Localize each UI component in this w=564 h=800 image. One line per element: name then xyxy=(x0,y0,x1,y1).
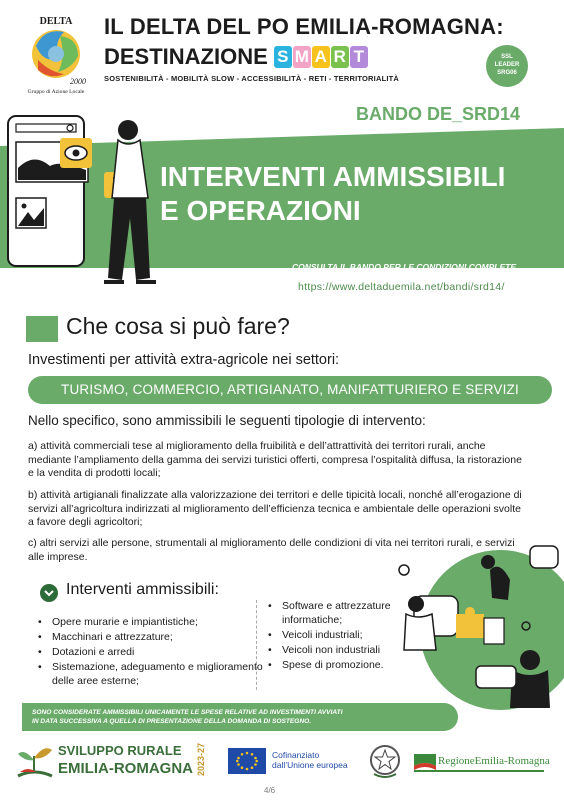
list-item: • Sistemazione, adeguamento e miglioramento delle aree esterne; xyxy=(36,660,266,688)
consult-notice: CONSULTA IL BANDO PER LE CONDIZIONI COMPLETE xyxy=(292,262,516,272)
page-title-line2 xyxy=(104,44,369,70)
puzzle-people-illustration xyxy=(380,540,564,710)
heading-line1: INTERVENTI AMMISSIBILI xyxy=(160,161,506,192)
smart-letter: M xyxy=(294,47,309,66)
list-item: • Spese di promozione. xyxy=(266,658,406,672)
list-item: • Veicoli industriali; xyxy=(266,628,406,642)
eu-line2: dall’Unione europea xyxy=(272,760,348,770)
regione-underline xyxy=(414,770,544,772)
sprout-icon xyxy=(14,742,56,780)
title-destinazione: DESTINAZIONE xyxy=(104,44,268,69)
bando-url-link[interactable]: https://www.deltaduemila.net/bandi/srd14/ xyxy=(298,281,505,293)
invest-title: Investimenti per attività extra-agricole nei settori: xyxy=(28,352,340,368)
ssl-line: SRG06 xyxy=(497,70,517,76)
regione-er-logo xyxy=(414,750,550,774)
what-title: Che cosa si può fare? xyxy=(66,313,290,339)
woman-with-tablet-illustration xyxy=(0,108,180,298)
note-line1: SONO CONSIDERATE AMMISSIBILI UNICAMENTE LE SPESE RELATIVE AD INVESTIMENTI AVVIATI xyxy=(32,709,343,716)
paragraph-c: c) altri servizi alle persone, strumentali al miglioramento delle condizioni di vita nei territori rurali, e servizi alle imprese. xyxy=(28,537,515,563)
nello-specifico-text: Nello specifico, sono ammissibili le seguenti tipologie di intervento: xyxy=(28,413,426,428)
page-number: 4/6 xyxy=(264,786,276,795)
list-item: • Dotazioni e arredi xyxy=(36,645,266,659)
note-line2: IN DATA SUCCESSIVA A QUELLA DI PRESENTAZIONE DELLA DOMANDA DI SOSTEGNO. xyxy=(32,718,312,725)
interventions-list-right xyxy=(266,599,406,673)
interventions-title: Interventi ammissibili: xyxy=(66,581,219,598)
chevron-down-icon xyxy=(40,584,58,602)
italian-republic-emblem-icon xyxy=(368,742,402,780)
bando-code: BANDO DE_SRD14 xyxy=(356,104,521,124)
sviluppo-rurale-years: 2023-27 xyxy=(196,743,206,777)
paragraph-b: b) attività artigianali finalizzate alla valorizzazione dei territori e delle tipicità locali, nonché all’erogazione di servizi all’agricoltura indirizzati al miglioramento dell’efficienza tecnica e ambientale delle operazioni svolte a favore degli agricoltori; xyxy=(28,489,522,528)
gal-delta-2000-logo xyxy=(14,12,98,96)
smart-letter: R xyxy=(331,46,349,68)
smart-letter: S xyxy=(274,46,292,68)
eligibility-note xyxy=(22,703,458,731)
sviluppo-rurale-line1: SVILUPPO RURALE xyxy=(58,743,182,758)
ssl-leader-badge xyxy=(486,45,528,87)
interventions-list-left xyxy=(36,615,266,689)
smart-logo xyxy=(274,46,369,68)
smart-letter: A xyxy=(312,46,330,68)
eu-flag-icon xyxy=(228,748,266,774)
list-item: • Software e attrezzature informatiche; xyxy=(266,599,406,627)
paragraph-a: a) attività commerciali tese al miglioramento della fruibilità e dell’attrattività dei territori rurali, anche mediante l’ampliamento della gamma dei servizi turistici offerti, compresa l’ospitalità diffusa, la ristorazione e la vendita di prodotti locali; xyxy=(28,440,522,479)
list-divider xyxy=(256,600,257,690)
eu-line1: Cofinanziato xyxy=(272,750,320,760)
sviluppo-rurale-line2: EMILIA-ROMAGNA xyxy=(58,760,193,777)
regione-name: RegioneEmilia-Romagna xyxy=(438,755,550,767)
section-heading xyxy=(160,160,505,228)
list-item: • Macchinari e attrezzature; xyxy=(36,630,266,644)
what-title-accent xyxy=(26,316,58,342)
ssl-line: LEADER xyxy=(494,62,520,68)
logo-caption: Gruppo di Azione Locale xyxy=(27,89,85,95)
list-item: • Opere murarie e impiantistiche; xyxy=(36,615,266,629)
header-subtitle: SOSTENIBILITÀ - MOBILITÀ SLOW - ACCESSIBILITÀ - RETI - TERRITORIALITÀ xyxy=(104,74,400,83)
list-item: • Veicoli non industriali xyxy=(266,643,406,657)
page-title-line1: IL DELTA DEL PO EMILIA-ROMAGNA: xyxy=(104,14,504,39)
eu-cofinanced-text xyxy=(272,750,348,770)
heading-line2: E OPERAZIONI xyxy=(160,195,361,226)
logo-year: 2000 xyxy=(70,77,86,86)
logo-top-text: DELTA xyxy=(39,16,73,27)
ssl-line: SSL xyxy=(501,54,513,60)
smart-letter: T xyxy=(350,46,368,68)
sectors-pill: TURISMO, COMMERCIO, ARTIGIANATO, MANIFATTURIERO E SERVIZI xyxy=(28,376,552,404)
